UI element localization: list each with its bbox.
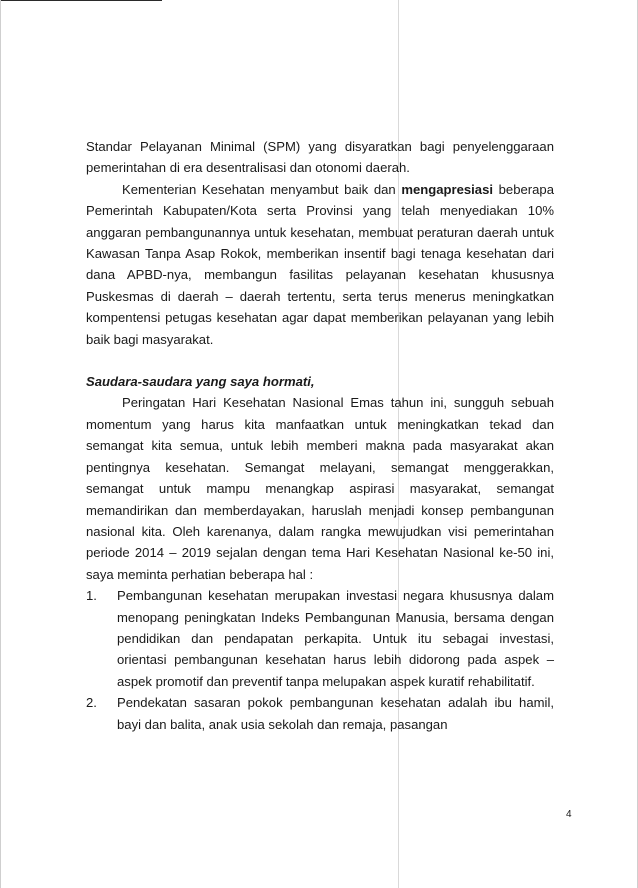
body-text — [86, 136, 554, 735]
list-item-text: Pendekatan sasaran pokok pembangunan kesehatan adalah ibu hamil, bayi dan balita, anak usia sekolah dan remaja, pasangan — [117, 695, 554, 732]
paragraph-peringatan: Peringatan Hari Kesehatan Nasional Emas tahun ini, sungguh sebuah momentum yang harus kita manfaatkan untuk meningkatkan tekad dan semangat kita semua, untuk lebih memberi makna pada masyarakat akan pentingnya kesehatan. Semangat melayani, semangat menggerakkan, semangat untuk mampu menangkap aspirasi masyarakat, semangat memandirikan dan memberdayakan, haruslah menjadi konsep pembangunan nasional kita. Oleh karenanya, dalam rangka mewujudkan visi pemerintahan periode 2014 – 2019 sejalan dengan tema Hari Kesehatan Nasional ke-50 ini, saya meminta perhatian beberapa hal : — [86, 395, 554, 582]
numbered-list — [86, 585, 554, 735]
page-number: 4 — [566, 809, 572, 820]
section-heading: Saudara-saudara yang saya hormati, — [86, 374, 315, 390]
list-item — [86, 585, 554, 692]
list-item-text: Pembangunan kesehatan merupakan investasi negara khususnya dalam menopang peningkatan Indeks Pembangunan Manusia, bersama dengan pendidikan dan pendapatan perkapita. Untuk itu sebagai investasi, orientasi pembangunan kesehatan harus lebih didorong pada aspek – aspek promotif dan preventif tanpa melupakan aspek kuratif rehabilitatif. — [117, 588, 554, 689]
scan-edge-mark — [0, 0, 162, 1]
paragraph-apresiasi-start: Kementerian Kesehatan menyambut baik dan — [122, 181, 402, 197]
list-item — [86, 692, 554, 735]
scan-left-edge — [0, 0, 1, 888]
bold-term: mengapresiasi — [401, 181, 494, 197]
paragraph-apresiasi-rest: beberapa Pemerintah Kabupaten/Kota serta Provinsi yang telah menyediakan 10% anggaran pembangunannya untuk kesehatan, membuat peraturan daerah untuk Kawasan Tanpa Asap Rokok, memberikan insentif bagi tenaga kesehatan dari dana APBD-nya, membangun fasilitas pelayanan kesehatan khususnya Puskesmas di daerah – daerah tertentu, serta terus menerus meningkatkan kompentensi petugas kesehatan agar dapat memberikan pelayanan yang lebih baik bagi masyarakat. — [86, 181, 554, 347]
list-item-number: 1. — [86, 588, 97, 604]
list-item-number: 2. — [86, 695, 97, 711]
paragraph-apresiasi — [86, 179, 554, 350]
paragraph-spm: Standar Pelayanan Minimal (SPM) yang disyaratkan bagi penyelenggaraan pemerintahan di era desentralisasi dan otonomi daerah. — [86, 139, 554, 176]
